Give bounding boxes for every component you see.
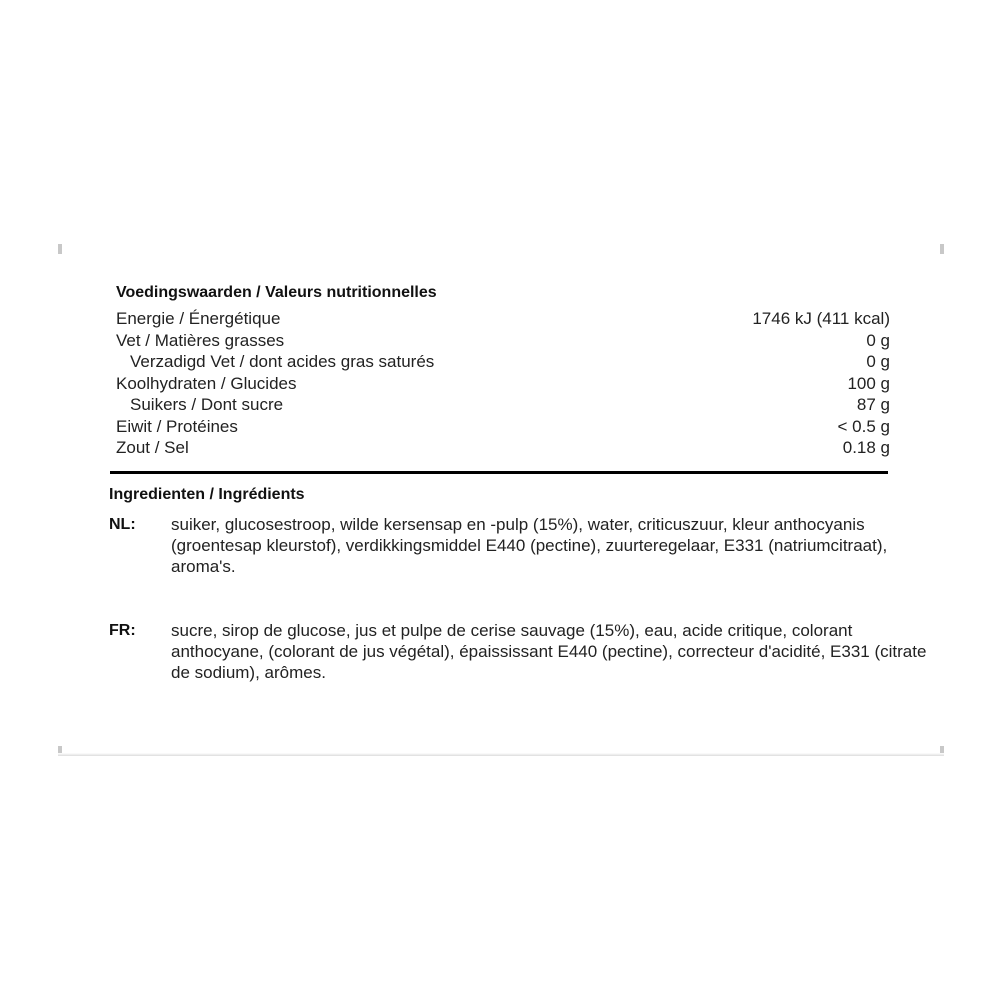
nutrition-table [116,282,890,459]
nutrition-row-protein [116,416,890,438]
nutrition-row-carbohydrates [116,373,890,395]
nutrition-row-fat [116,330,890,352]
ingredients-text: suiker, glucosestroop, wilde kersensap en -pulp (15%), water, criticuszuur, kleur anthocyanis (groentesap kleurstof), verdikkingsmiddel E440 (pectine), zuurteregelaar, E331 (natriumcitraat), aroma's. [171,515,888,576]
nutrient-label: Eiwit / Protéines [116,416,238,436]
nutrient-label: Suikers / Dont sucre [130,395,284,414]
section-divider [110,471,888,474]
ingredients-text: sucre, sirop de glucose, jus et pulpe de cerise sauvage (15%), eau, acide critique, colorant anthocyane, (colorant de jus végétal), épaississant E440 (pectine), correcteur d'acidité, E331 (citrate de sodium), arômes. [171,621,927,682]
nutrient-value: < 0.5 g [837,416,890,436]
ingredients-section [109,484,939,683]
ingredients-dutch [109,514,939,577]
nutrition-row-sugars [116,394,890,416]
card-corner-mark [940,244,944,254]
nutrient-value: 0 g [866,352,890,371]
ingredients-french [109,620,939,683]
nutrient-value: 100 g [847,373,890,393]
nutrient-value: 0 g [866,330,890,350]
nutrient-label: Vet / Matières grasses [116,330,285,350]
nutrient-label: Zout / Sel [116,438,189,457]
ingredients-title: Ingredienten / Ingrédients [109,486,305,503]
language-code: NL: [109,516,136,533]
nutrient-value: 0.18 g [842,438,890,457]
nutrition-row-saturated-fat [116,351,890,373]
nutrition-row-salt [116,437,890,459]
card-bottom-edge [58,753,944,756]
nutrient-value: 1746 kJ (411 kcal) [752,309,890,328]
language-code: FR: [109,622,136,639]
nutrition-row-energy [116,308,890,330]
nutrient-label: Koolhydraten / Glucides [116,373,297,393]
nutrient-label: Energie / Énergétique [116,309,281,328]
nutrition-title: Voedingswaarden / Valeurs nutritionnelles [116,284,437,301]
nutrient-label: Verzadigd Vet / dont acides gras saturés [130,352,435,371]
card-corner-mark [58,244,62,254]
nutrient-value: 87 g [856,395,890,414]
nutrition-label-card [58,244,944,756]
